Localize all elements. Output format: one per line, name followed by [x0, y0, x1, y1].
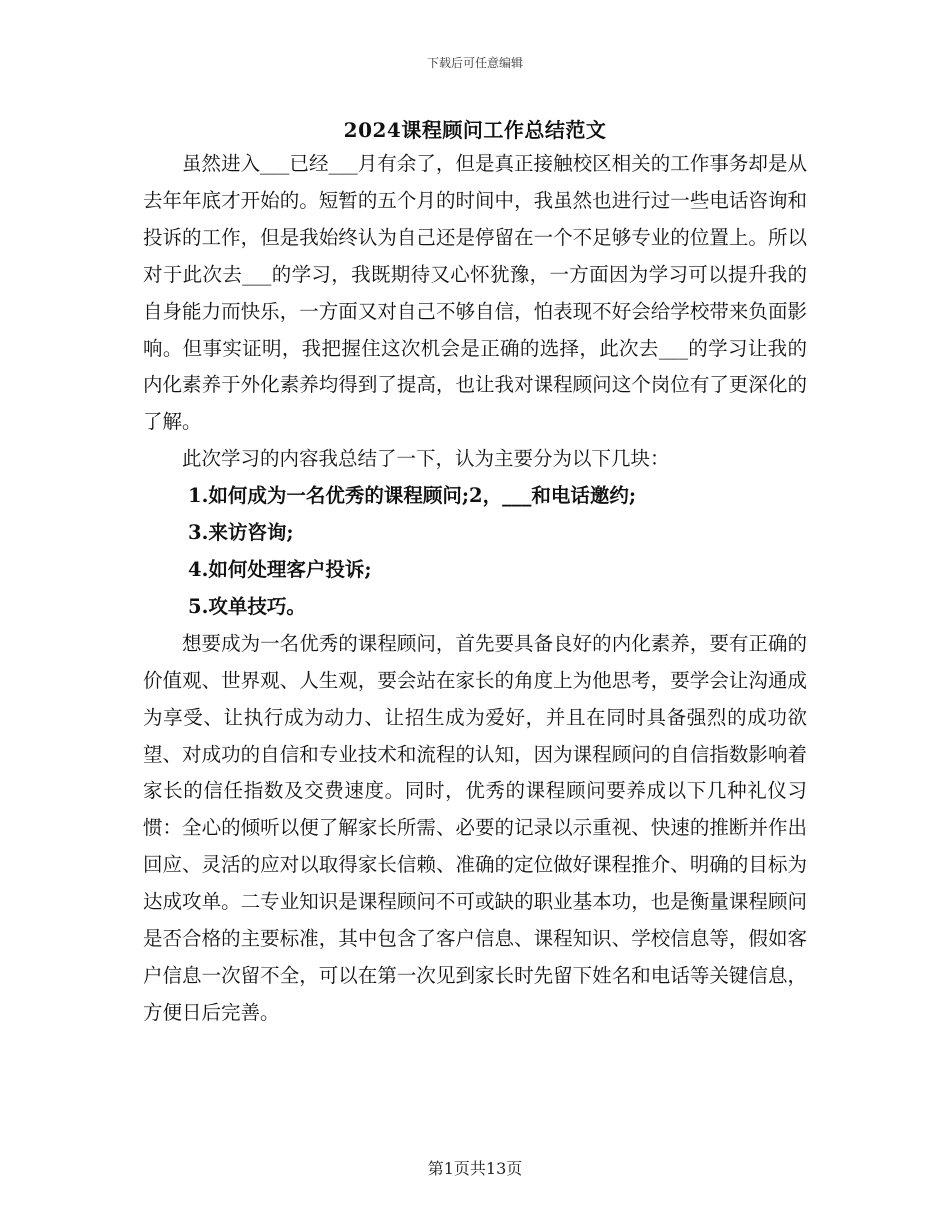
list-item: 4.如何处理客户投诉; — [188, 557, 372, 581]
list-item: 1.如何成为一名优秀的课程顾问;2，___和电话邀约; — [188, 484, 637, 508]
document-body — [143, 146, 807, 1032]
header-note: 下载后可任意编辑 — [426, 56, 523, 70]
paragraph-intro: 虽然进入___已经___月有余了，但是真正接触校区相关的工作事务却是从去年年底才开始的。短暂的五个月的时间中，我虽然也进行过一些电话咨询和投诉的工作，但是我始终认为自己还是停留在一个不足够专业的位置上。所以对于此次去___的学习，我既期待又心怀犹豫，一方面因为学习可以提升我的自身能力而快乐，一方面又对自己不够自信，怕表现不好会给学校带来负面影响。但事实证明，我把握住这次机会是正确的选择，此次去___的学习让我的内化素养于外化素养均得到了提高，也让我对课程顾问这个岗位有了更深化的了解。 — [143, 152, 807, 434]
list-item: 3.来访咨询; — [188, 521, 294, 545]
document-title: 2024课程顾问工作总结范文 — [343, 118, 607, 142]
paragraph-summary-lead: 此次学习的内容我总结了一下，认为主要分为以下几块： — [182, 447, 670, 471]
page-number-footer: 第1页共13页 — [427, 1159, 523, 1178]
list-item: 5.攻单技巧。 — [188, 594, 306, 618]
paragraph-details: 想要成为一名优秀的课程顾问，首先要具备良好的内化素养，要有正确的价值观、世界观、人生观，要会站在家长的角度上为他思考，要学会让沟通成为享受、让执行成为动力、让招生成为爱好，并且在同时具备强烈的成功欲望、对成功的自信和专业技术和流程的认知，因为课程顾问的自信指数影响着家长的信任指数及交费速度。同时，优秀的课程顾问要养成以下几种礼仪习惯：全心的倾听以便了解家长所需、必要的记录以示重视、快速的推断并作出回应、灵活的应对以取得家长信赖、准确的定位做好课程推介、明确的目标为达成攻单。二专业知识是课程顾问不可或缺的职业基本功，也是衡量课程顾问是否合格的主要标准，其中包含了客户信息、课程知识、学校信息等，假如客户信息一次留不全，可以在第一次见到家长时先留下姓名和电话等关键信息，方便日后完善。 — [143, 631, 807, 1024]
